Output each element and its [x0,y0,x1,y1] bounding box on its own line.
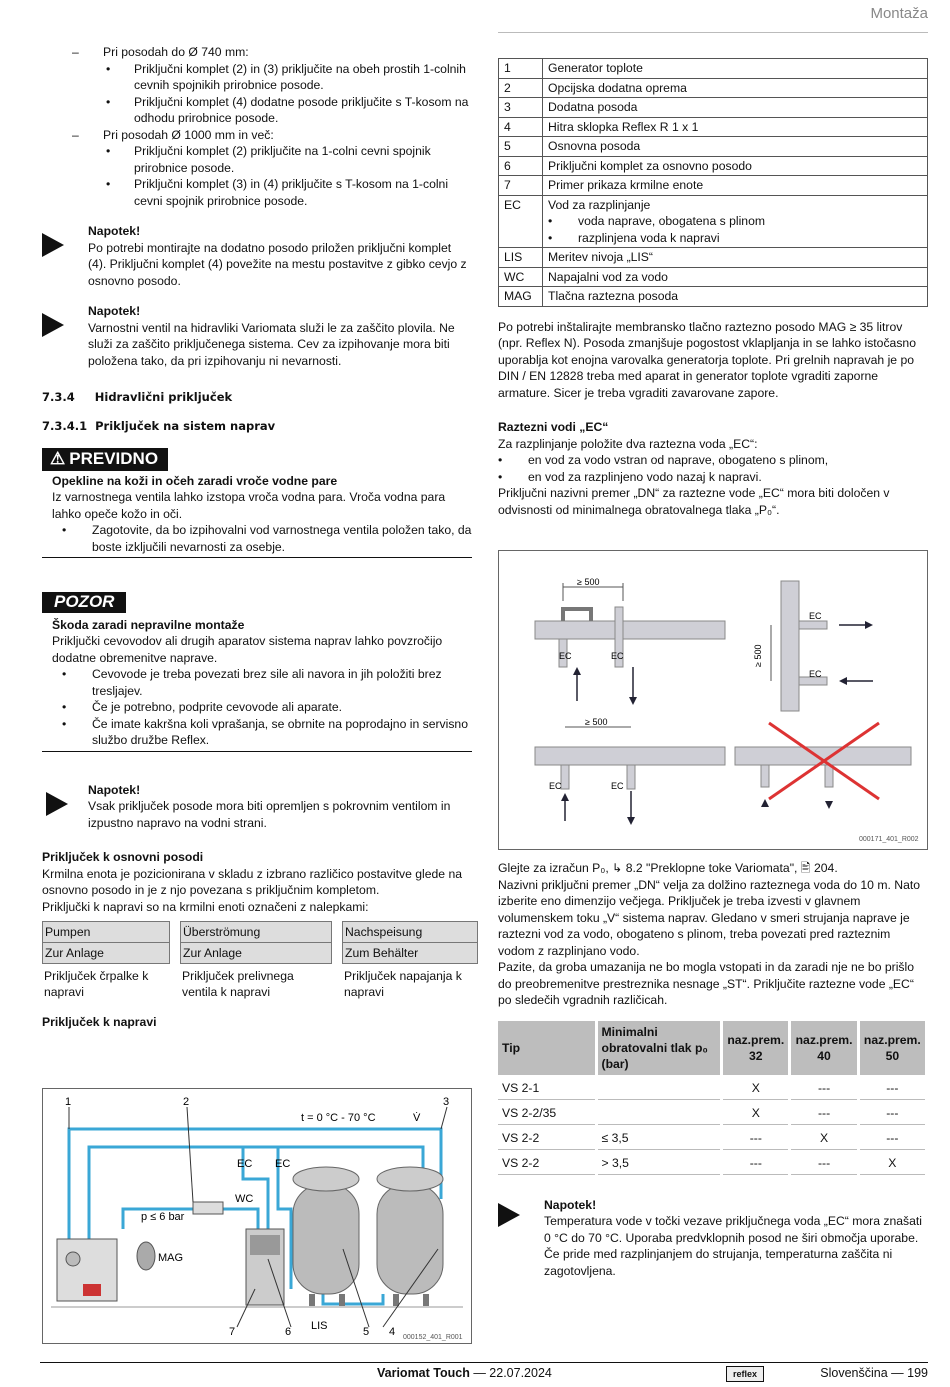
diagram-pressure: p ≤ 6 bar [141,1211,185,1223]
ec-label: EC [809,669,822,679]
note-box: Napotek! Po potrebi montirajte na dodatno posodo priložen priključni komplet (4). Priključni komplet (4) povežite na mestu postavitve z gibko cevjo z osnovno posodo. [42,223,472,289]
dim-label-3: ≥ 500 [585,717,608,727]
diagram-lis: LIS [311,1320,328,1332]
table-row: WC Napajalni vod za vodo [499,267,928,287]
diagram-wc: WC [235,1193,254,1205]
page-header-title: Montaža [870,5,928,22]
list-item: • Priključni komplet (2) in (3) priključite na obeh prostih 1-colnih cevnih spojnikih prirobnice posode. [106,61,466,92]
table-row: EC Vod za razplinjanje • voda naprave, obogatena s plinom • razplinjena voda k napravi [499,195,928,248]
diagram-num-5: 5 [363,1326,370,1338]
table-row: 1 Generator toplote [499,59,928,79]
footer-language: Slovenščina [820,1366,888,1380]
dirt-paragraph: Pazite, da groba umazanija ne bo mogla vstopati in da zaradi nje ne bo prišlo do preobremenitve prestreznika nesnage „ST“. Priključite raztezne vode „EC“ po sledečih vgradnih različicah. [498,960,914,1007]
warning-triangle-icon: ⚠ [50,449,66,468]
note-arrow-icon [42,313,64,337]
diagram-num-1: 1 [65,1096,72,1108]
diagram-code: 000152_401_R001 [403,1334,463,1341]
note-box: Napotek! Temperatura vode v točki vezave priključnega voda „EC“ mora znašati 0 °C do 70 °C. Uporaba predvklopnih posod ne širi območja uporabe. Če pride med razplinjanjem do strujanja, temperaturna zaščita ni zagotovljena. [498,1197,928,1280]
ec-text: Priključni nazivni premer „DN“ za raztezne vode „EC“ mora biti določen v odvisnosti od minimalnega obratovalnega tlaka „P₀“. [498,486,890,517]
note-arrow-icon [498,1203,520,1227]
connection-text-2: Priključki k napravi so na krmilni enoti označeni z nalepkami: [42,899,369,914]
left-column [42,44,472,1031]
note-arrow-icon [42,233,64,257]
right-column-lower [498,860,928,1279]
right-column [498,58,928,518]
dim-label-2: ≥ 500 [753,644,763,667]
table-row: 4 Hitra sklopka Reflex R 1 x 1 [499,117,928,137]
connection-heading: Priključek k osnovni posodi [42,850,204,864]
ec-label: EC [559,651,572,661]
list-item: • Priključni komplet (2) priključite na 1-colni cevni spojnik prirobnice posode. [106,144,431,175]
sticker-labels [42,921,472,1000]
warning-badge: ⚠ PREVIDNO [42,448,168,471]
diagram-ec-1: EC [237,1158,253,1170]
table-row: VS 2-2 ≤ 3,5 --- X --- [498,1127,925,1150]
ec-label: EC [611,781,624,791]
diagram-ec-2: EC [275,1158,291,1170]
table-row: VS 2-2 > 3,5 --- --- X [498,1152,925,1175]
diagram-num-4: 4 [389,1326,396,1338]
table-row: VS 2-1 X --- --- [498,1077,925,1100]
ec-label: EC [611,651,624,661]
diagram-num-2: 2 [183,1096,190,1108]
sticker-label: Pumpen Zur Anlage Priključek črpalke k napravi [42,921,170,1000]
sticker-label: Überströmung Zur Anlage Priključek prelivnega ventila k napravi [180,921,332,1000]
list-item: – Pri posodah Ø 1000 mm in več: [72,127,274,142]
ec-routing-diagram [498,550,928,850]
ec-routing-diagram-svg [499,551,927,849]
connection-diagram [42,1088,472,1344]
footer-product: Variomat Touch [377,1366,470,1380]
diagram-code: 000171_401_R002 [859,836,919,843]
list-item: • en vod za vodo vstran od naprave, obogateno s plinom, [498,453,829,467]
dn-paragraph: Nazivni priključni premer „DN“ velja za dolžino razteznega voda do 10 m. Nato izberite eno dimenzijo večjega. Priključek je treba izvesti v glavnem volumenskem toku „V“ sistema naprav. Gledano v smeri strujanja naprave je raztezni vod za vodo, obogateno s plinom, treba povezati pred razteznim vodom z razplinjano vodo. [498,877,921,958]
notice-badge: POZOR [42,592,126,613]
diagram-mag: MAG [158,1252,184,1264]
note-box: Napotek! Varnostni ventil na hidravliki Variomata služi le za zaščito plovila. Ne služi za zaščito priključenega sistema. Cev za izpihovanje mora biti položena tako, da pri izpihovanju ni nevarnosti. [42,303,472,369]
diagram-num-3: 3 [443,1096,450,1108]
mag-paragraph: Po potrebi inštalirajte membransko tlačno raztezno posodo MAG ≥ 35 litrov (npr. Reflex N). Posoda zmanjšuje pogostost vklapljanja in se lahko istočasno uporablja kot enojna varovalka generatorja toplote. Pri grelnih napravah je po DIN / EN 12828 treba med aparat in generator toplote vgraditi zaporne armature. Sicer je treba vgraditi zavarovane zapore. [498,319,916,400]
footer-page: — 199 [891,1366,928,1380]
table-header-row: Tip Minimalni obratovalni tlak p₀ (bar) naz.prem. 32 naz.prem. 40 naz.prem. 50 [498,1021,925,1075]
ec-dimension-table [495,1019,928,1177]
diagram-temperature: t = 0 °C - 70 °C [301,1112,376,1124]
warning-caution: ⚠ PREVIDNO Opekline na koži in očeh zaradi vroče vodne pare Iz varnostnega ventila lahko izstopa vroča vodna para. Vroča vodna para lahko opeče kožo in oči. • Zagotovite, da bo izpihovalni vod varnostnega ventila položen tako, da boste izključili nevarnosti za osebje. [42,448,472,558]
footer [0,1358,950,1387]
note-box: Napotek! Vsak priključek posode mora biti opremljen s pokrovnim ventilom in izpustno napravo na vodni strani. [42,782,472,832]
table-row: 7 Primer prikaza krmilne enote [499,176,928,196]
subsection-heading: 7.3.4.1 Priključek na sistem naprav [42,418,276,433]
ec-label: EC [809,611,822,621]
section-heading: 7.3.4 Hidravlični priključek [42,390,233,404]
ec-heading: Raztezni vodi „EC“ [498,420,609,434]
table-row: 5 Osnovna posoda [499,137,928,157]
table-row: LIS Meritev nivoja „LIS“ [499,248,928,268]
ec-label: EC [549,781,562,791]
table-row: MAG Tlačna raztezna posoda [499,287,928,307]
table-row: 2 Opcijska dodatna oprema [499,78,928,98]
diagram-num-6: 6 [285,1326,292,1338]
footer-date: — 22.07.2024 [473,1366,552,1380]
sticker-label: Nachspeisung Zum Behälter Priključek napajanja k napravi [342,921,478,1000]
table-row: 3 Dodatna posoda [499,98,928,118]
table-row: 6 Priključni komplet za osnovno posodo [499,156,928,176]
calc-reference: Glejte za izračun P₀, ↳ 8.2 "Preklopne toke Variomata", 🖹 204. [498,861,838,875]
table-row: VS 2-2/35 X --- --- [498,1102,925,1125]
header-rule [498,32,928,33]
dim-label-1: ≥ 500 [577,577,600,587]
ec-intro: Za razplinjanje položite dva raztezna voda „EC“: [498,436,758,451]
list-item: • Priključni komplet (3) in (4) priključite s T-kosom na 1-colni cevni spojnik prirobnice posode. [106,177,449,208]
diagram-flow: V̇ [413,1112,421,1124]
list-item: – Pri posodah do Ø 740 mm: [72,45,249,59]
list-item: • Priključni komplet (4) dodatne posode priključite s T-kosom na odhodu prirobnice posode. [106,94,469,125]
list-item: • en vod za razplinjeno vodo nazaj k napravi. [498,469,762,484]
diagram-num-7: 7 [229,1326,236,1338]
connection-diagram-svg [43,1089,471,1343]
legend-table [498,58,928,307]
device-heading: Priključek k napravi [42,1015,157,1029]
reflex-logo: reflex [726,1366,764,1382]
warning-notice: POZOR Škoda zaradi nepravilne montaže Priključki cevovodov ali drugih aparatov sistema naprav lahko povzročijo dodatne obremenitve naprave. • Cevovode je treba povezati brez sile ali navora in jih položiti brez tresljajev. • Če je potrebno, podprite cevovode ali aparate. • Če imate kakršna koli vprašanja, se obrnite na poprodajno in servisno službo družbe Reflex. [42,592,472,752]
note-arrow-icon [46,792,68,816]
connection-text: Krmilna enota je pozicionirana v skladu z izbrano različico postavitve glede na osnovno posodo in je z njo povezana s priključnim kompletom. [42,866,463,897]
